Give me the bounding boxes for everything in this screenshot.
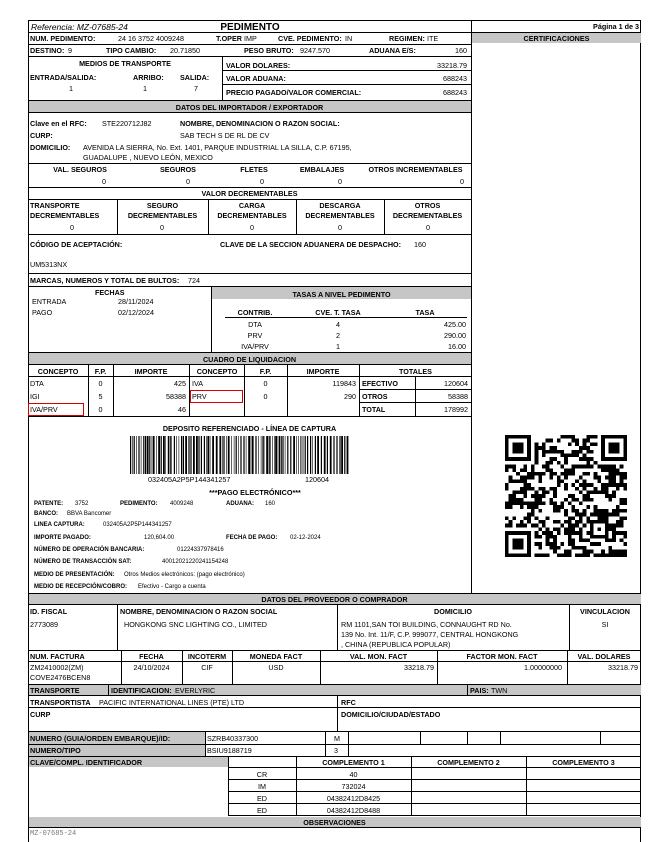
- certificaciones-title: CERTIFICACIONES: [523, 34, 590, 43]
- barcode-right-text: 120604: [305, 475, 329, 484]
- domicilio-line2: GUADALUPE , NUEVO LEÓN, MEXICO: [83, 153, 213, 162]
- liq-left-concepto-1: IGI: [30, 392, 40, 401]
- tasa-contrib-0: DTA: [248, 320, 262, 329]
- complemento1-header: COMPLEMENTO 1: [322, 758, 385, 767]
- transp-curp-label: CURP: [30, 710, 51, 719]
- codigo-value: UM5313NX: [30, 260, 68, 269]
- dec-header-3a: DESCARGA: [319, 201, 361, 210]
- liq-left-concepto-0: DTA: [30, 379, 44, 388]
- page-title: PEDIMENTO: [220, 22, 280, 33]
- liquidacion-title: CUADRO DE LIQUIDACION: [202, 355, 297, 364]
- liq-left-concepto-2: IVA/PRV: [30, 405, 58, 414]
- identificacion: EVERLYRIC: [175, 686, 216, 695]
- pago-electronico: ***PAGO ELECTRÓNICO***: [209, 488, 301, 497]
- page-number: Página 1 de 3: [593, 22, 639, 31]
- pais-label: PAIS:: [470, 686, 489, 695]
- rfc: STE220712J82: [102, 119, 152, 128]
- observaciones-title: OBSERVACIONES: [303, 818, 366, 827]
- tasas-header-cve: CVE. T. TASA: [315, 308, 361, 317]
- transporte-label: TRANSPORTE: [30, 686, 80, 695]
- total-otros: 58388: [448, 392, 468, 401]
- liq-header-6: TOTALES: [399, 367, 432, 376]
- toper: IMP: [244, 34, 257, 43]
- liq-header-3: CONCEPTO: [196, 367, 238, 376]
- fact-header-1: FECHA: [139, 652, 164, 661]
- regimen: ITE: [427, 34, 439, 43]
- pedimento: 4009248: [170, 501, 194, 507]
- ident-clave-1: IM: [258, 782, 266, 791]
- fact-factor: 1.00000000: [524, 663, 562, 672]
- tasa-contrib-1: PRV: [247, 331, 263, 340]
- dec-value-4: 0: [426, 223, 430, 232]
- importe-label: IMPORTE PAGADO:: [34, 535, 91, 541]
- transp-rfc-label: RFC: [341, 698, 356, 707]
- marcas-label: MARCAS, NUMEROS Y TOTAL DE BULTOS:: [30, 276, 180, 285]
- tasas-title: TASAS A NIVEL PEDIMENTO: [292, 290, 391, 299]
- total-total: 178992: [444, 405, 468, 414]
- banco-label: BANCO:: [34, 511, 58, 517]
- prov-nombre-label: NOMBRE, DENOMINACION O RAZON SOCIAL: [120, 607, 278, 616]
- toper-label: T.OPER: [216, 34, 242, 43]
- marcas-value: 724: [188, 276, 200, 285]
- fecha-pago-dep: 02-12-2024: [290, 535, 321, 541]
- fact-header-0: NUM. FACTURA: [30, 652, 85, 661]
- inc-value-2: 0: [260, 177, 264, 186]
- fact-val-dol: 33218.79: [608, 663, 638, 672]
- dep-aduana-label: ADUANA:: [226, 501, 254, 507]
- fecha-entrada: 28/11/2024: [118, 297, 154, 306]
- tipo-cambio-label: TIPO CAMBIO:: [106, 46, 157, 55]
- curp-label: CURP:: [30, 131, 53, 140]
- inc-header-4: OTROS INCREMENTABLES: [368, 165, 463, 174]
- vinculacion-label: VINCULACION: [580, 607, 630, 616]
- recepcion: Efectivo - Cargo a cuenta: [138, 584, 206, 590]
- liq-right-importe-1: 290: [344, 392, 356, 401]
- fact-val-mon: 33218.79: [404, 663, 434, 672]
- fecha-pago: 02/12/2024: [118, 308, 154, 317]
- transp-domicilio-label: DOMICILIO/CIUDAD/ESTADO: [341, 710, 441, 719]
- operacion-label: NÚMERO DE OPERACIÓN BANCARIA:: [34, 547, 145, 553]
- operacion: 01224337978416: [177, 547, 224, 553]
- inc-value-0: 0: [102, 177, 106, 186]
- liq-left-fp-1: 5: [98, 392, 103, 401]
- guia-tipo-label: NUMERO/TIPO: [30, 746, 81, 755]
- pais: TWN: [491, 686, 508, 695]
- fact-incoterm: CIF: [201, 663, 213, 672]
- tasa-tasa-1: 290.00: [444, 331, 466, 340]
- liq-header-5: IMPORTE: [306, 367, 340, 376]
- inc-header-3: EMBALAJES: [299, 165, 345, 174]
- salida-value: 7: [194, 84, 198, 93]
- tasa-cve-0: 4: [336, 320, 340, 329]
- tasas-header-contrib: CONTRIB.: [237, 308, 273, 317]
- precio: 688243: [443, 88, 467, 97]
- complemento3-header: COMPLEMENTO 3: [552, 758, 615, 767]
- dec-header-0a: TRANSPORTE: [30, 201, 80, 210]
- prov-nombre: HONGKONG SNC LIGHTING CO., LIMITED: [124, 620, 267, 629]
- deposito-title: DEPOSITO REFERENCIADO - LÍNEA DE CAPTURA: [162, 424, 337, 433]
- fact-header-3: MONEDA FACT: [249, 652, 303, 661]
- guia-tipo-num: 3: [334, 746, 338, 755]
- peso: 9247.570: [300, 46, 330, 55]
- importador-nombre: SAB TECH S DE RL DE CV: [180, 131, 270, 140]
- liq-header-2: IMPORTE: [134, 367, 168, 376]
- banco: BBVA Bancomer: [67, 511, 112, 517]
- tasa-cve-1: 2: [336, 331, 340, 340]
- liq-right-concepto-0: IVA: [192, 379, 204, 388]
- fact-header-4: VAL. MON. FACT: [349, 652, 408, 661]
- fechas-title: FECHAS: [95, 288, 125, 297]
- destino-label: DESTINO:: [30, 46, 65, 55]
- ident-clave-2: ED: [257, 794, 267, 803]
- guia-numero: SZRB40337300: [207, 734, 259, 743]
- prov-domicilio-line2: 139 No. Int. 11/F, C.P. 999077, CENTRAL HONGKONG: [341, 630, 519, 639]
- inc-value-4: 0: [460, 177, 464, 186]
- fact-num-2: COVE2476BCEN8: [30, 673, 91, 682]
- prov-domicilio-line1: RM 1101,SAN TOI BUILDING, CONNAUGHT RD No.: [341, 620, 512, 629]
- identificador-label: CLAVE/COMPL. IDENTIFICADOR: [30, 758, 143, 767]
- aduana: 160: [455, 46, 467, 55]
- fact-header-2: INCOTERM: [187, 652, 227, 661]
- fecha-entrada-label: ENTRADA: [32, 297, 67, 306]
- inc-header-0: VAL. SEGUROS: [53, 165, 107, 174]
- highlight-box-iva-prv: [28, 403, 84, 416]
- pedimento-label: PEDIMENTO:: [120, 501, 158, 507]
- dec-value-3: 0: [338, 223, 342, 232]
- total-efectivo: 120604: [444, 379, 468, 388]
- fact-header-6: VAL. DOLARES: [577, 652, 631, 661]
- domicilio-label: DOMICILIO:: [30, 143, 71, 152]
- cve: IN: [345, 34, 353, 43]
- transportista: PACIFIC INTERNATIONAL LINES (PTE) LTD: [99, 698, 245, 707]
- inc-header-2: FLETES: [240, 165, 268, 174]
- ident-clave-0: CR: [256, 770, 268, 779]
- complemento2-header: COMPLEMENTO 2: [437, 758, 500, 767]
- total-efectivo-label: EFECTIVO: [362, 379, 398, 388]
- ident-c1-1: 732024: [341, 782, 366, 791]
- transaccion: 40012021220241154248: [162, 559, 229, 565]
- id-fiscal: 2773089: [30, 620, 58, 629]
- tasa-contrib-2: IVA/PRV: [241, 342, 269, 351]
- linea-label: LINEA CAPTURA:: [34, 522, 85, 528]
- valor-aduana-label: VALOR ADUANA:: [226, 74, 286, 83]
- barcode-left-text: 032405A2P5P144341257: [148, 475, 231, 484]
- liq-left-importe-2: 46: [178, 405, 186, 414]
- clave-label: CLAVE DE LA SECCION ADUANERA DE DESPACHO:: [220, 240, 402, 249]
- destino: 9: [68, 46, 72, 55]
- arribo-label: ARRIBO:: [133, 73, 164, 82]
- recepcion-label: MEDIO DE RECEPCIÓN/COBRO:: [34, 584, 128, 590]
- liq-left-importe-0: 425: [174, 379, 186, 388]
- salida-label: SALIDA:: [180, 73, 210, 82]
- liq-right-concepto-1: PRV: [192, 392, 207, 401]
- fact-header-5: FACTOR MON. FACT: [466, 652, 538, 661]
- tipo-cambio: 20.71850: [170, 46, 200, 55]
- entrada-value: 1: [69, 84, 73, 93]
- transportista-label: TRANSPORTISTA: [30, 698, 91, 707]
- codigo-label: CÓDIGO DE ACEPTACIÓN:: [30, 240, 123, 249]
- tasas-header-tasa: TASA: [415, 308, 435, 317]
- presentacion: Otros Medios electrónicos: (pago electrónico): [124, 572, 245, 578]
- guia-numero-label: NUMERO (GUIA/ORDEN EMBARQUE)/ID:: [30, 734, 171, 743]
- highlight-box-prv: [190, 390, 243, 403]
- importador-title: DATOS DEL IMPORTADOR / EXPORTADOR: [175, 103, 324, 112]
- fact-num-1: ZM2410002(ZM): [30, 663, 84, 672]
- dec-header-3b: DECREMENTABLES: [305, 211, 375, 220]
- tasa-cve-2: 1: [336, 342, 340, 351]
- fact-moneda: USD: [268, 663, 284, 672]
- liq-left-fp-2: 0: [98, 405, 103, 414]
- liq-left-fp-0: 0: [98, 379, 103, 388]
- total-total-label: TOTAL: [362, 405, 386, 414]
- ident-clave-3: ED: [257, 806, 267, 815]
- dec-header-2b: DECREMENTABLES: [217, 211, 287, 220]
- prov-domicilio-line3: , CHINA (REPUBLICA POPULAR): [341, 640, 451, 649]
- valor-dolares: 33218.79: [437, 61, 467, 70]
- dec-header-1a: SEGURO: [146, 201, 179, 210]
- prov-domicilio-label: DOMICILIO: [434, 607, 472, 616]
- nombre-label: NOMBRE, DENOMINACION O RAZON SOCIAL:: [180, 119, 340, 128]
- footer-referencia: MZ-07685-24: [30, 830, 77, 838]
- peso-label: PESO BRUTO:: [244, 46, 294, 55]
- dec-header-4a: OTROS: [414, 201, 441, 210]
- arribo-value: 1: [143, 84, 147, 93]
- clave-value: 160: [414, 240, 426, 249]
- id-fiscal-label: ID. FISCAL: [30, 607, 68, 616]
- dec-header-1b: DECREMENTABLES: [127, 211, 198, 220]
- dep-aduana: 160: [265, 501, 276, 507]
- importe: 120,604.00: [144, 535, 175, 541]
- inc-value-3: 0: [338, 177, 342, 186]
- total-otros-label: OTROS: [362, 392, 388, 401]
- inc-header-1: SEGUROS: [160, 165, 196, 174]
- fecha-pago-label: PAGO: [32, 308, 53, 317]
- liq-right-fp-0: 0: [263, 379, 268, 388]
- dec-header-0b: DECREMENTABLES: [30, 211, 100, 220]
- domicilio-line1: AVENIDA LA SIERRA, No. Ext. 1401, PARQUE INDUSTRIAL LA SILLA, C.P. 67195,: [83, 143, 352, 152]
- liq-right-fp-1: 0: [263, 392, 268, 401]
- patente: 3752: [75, 501, 89, 507]
- guia-numero-tipo: M: [334, 734, 340, 743]
- linea: 032405A2P5P144341257: [103, 522, 172, 528]
- identificacion-label: IDENTIFICACION:: [111, 686, 172, 695]
- liq-header-1: F.P.: [94, 367, 107, 376]
- barcode: [130, 436, 350, 474]
- valor-dolares-label: VALOR DOLARES:: [226, 61, 291, 70]
- liq-header-4: F.P.: [259, 367, 272, 376]
- referencia: Referencia: MZ-07685-24: [31, 22, 128, 32]
- rfc-label: Clave en el RFC:: [30, 119, 87, 128]
- precio-label: PRECIO PAGADO/VALOR COMERCIAL:: [226, 88, 362, 97]
- ident-c1-3: 04382412D8488: [326, 806, 381, 815]
- liq-right-importe-0: 119843: [332, 379, 356, 388]
- tasa-tasa-2: 16.00: [448, 342, 466, 351]
- dec-value-2: 0: [250, 223, 254, 232]
- entrada-salida-label: ENTRADA/SALIDA:: [30, 73, 97, 82]
- transaccion-label: NÚMERO DE TRANSACCIÓN SAT:: [34, 559, 132, 565]
- tasa-tasa-0: 425.00: [444, 320, 466, 329]
- regimen-label: REGIMEN:: [389, 34, 425, 43]
- vinculacion: SI: [601, 620, 609, 629]
- proveedor-title: DATOS DEL PROVEEDOR O COMPRADOR: [261, 595, 408, 604]
- decrementables-title: VALOR DECREMENTABLES: [201, 189, 298, 198]
- dec-header-4b: DECREMENTABLES: [392, 211, 463, 220]
- dec-header-2a: CARGA: [238, 201, 266, 210]
- aduana-label: ADUANA E/S:: [369, 46, 416, 55]
- dec-value-0: 0: [70, 223, 74, 232]
- ident-c1-0: 40: [349, 770, 358, 779]
- fecha-pago-dep-label: FECHA DE PAGO:: [226, 535, 278, 541]
- dec-value-1: 0: [160, 223, 164, 232]
- num-pedimento-label: NUM. PEDIMENTO:: [30, 34, 96, 43]
- liq-header-0: CONCEPTO: [37, 367, 79, 376]
- ident-c1-2: 04382412D8425: [326, 794, 381, 803]
- presentacion-label: MEDIO DE PRESENTACIÓN:: [34, 572, 115, 578]
- transporte-title: MEDIOS DE TRANSPORTE: [79, 59, 171, 68]
- valor-aduana: 688243: [443, 74, 467, 83]
- num-pedimento: 24 16 3752 4009248: [118, 34, 184, 43]
- cve-label: CVE. PEDIMENTO:: [278, 34, 342, 43]
- fact-fecha: 24/10/2024: [133, 663, 170, 672]
- liq-left-importe-1: 58388: [166, 392, 186, 401]
- qr-code: [505, 435, 627, 557]
- guia-tipo: BSIU9188719: [207, 746, 252, 755]
- inc-value-1: 0: [186, 177, 190, 186]
- patente-label: PATENTE:: [34, 501, 64, 507]
